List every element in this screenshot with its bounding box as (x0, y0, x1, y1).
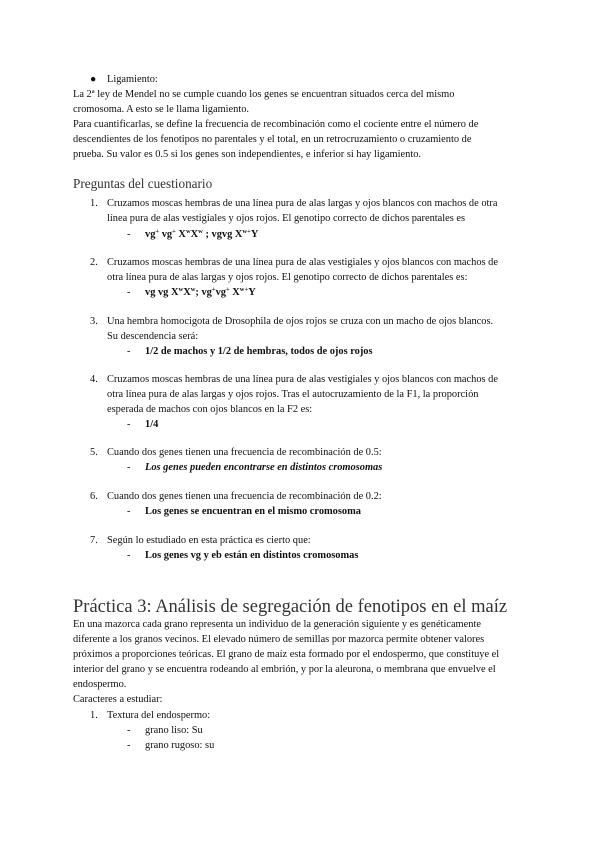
question-7-line-1: Según lo estudiado en esta práctica es cierto que: (107, 535, 311, 546)
answer-2-genotype: vg vg $X^wX^w$; vg+vg+ $X^{w+}Y$ (145, 286, 256, 298)
practica-line-5: endospermo. (73, 679, 127, 690)
answer-dash: - (127, 506, 131, 517)
ligamiento-line-1: La 2ª ley de Mendel no se cumple cuando los genes se encuentran situados cerca del mismo (73, 89, 455, 100)
section-title: Práctica 3: Análisis de segregación de fenotipos en el maíz (73, 597, 508, 617)
answer-4: 1/4 (145, 419, 159, 430)
sub-item-liso: grano liso: Su (145, 725, 203, 736)
sub-dash: - (127, 725, 131, 736)
question-3-line-2: Su descendencia será: (107, 331, 199, 342)
answer-dash: - (127, 346, 131, 357)
answer-dash: - (127, 462, 131, 473)
question-6-line-1: Cuando dos genes tienen una frecuencia de recombinación de 0.2: (107, 491, 382, 502)
question-2-line-1: Cruzamos moscas hembras de una línea pura de alas vestigiales y ojos blancos con machos de (107, 257, 498, 268)
question-number: 6. (90, 491, 98, 502)
practica-line-3: próximos a proporciones teóricas. El grano de maíz esta formado por el endospermo, que constituye el (73, 649, 500, 660)
question-number: 3. (90, 316, 98, 327)
answer-3: 1/2 de machos y 1/2 de hembras, todos de ojos rojos (145, 346, 373, 357)
answer-dash: - (127, 550, 131, 561)
answer-dash: - (127, 419, 131, 430)
practica-line-4: interior del grano y se encuentra rodeando al embrión, y por la aleurona, o membrana que envuelve el (73, 664, 496, 675)
question-number: 4. (90, 374, 98, 385)
question-number: 1. (90, 198, 98, 209)
ligamiento-line-2: cromosoma. A esto se le llama ligamiento. (73, 104, 250, 115)
ligamiento-line-4: descendientes de los fenotipos no parentales y el total, en un retrocruzamiento o cruzamiento de (73, 134, 472, 145)
answer-1-genotype: vg+ vg+ $X^wX^w$ ; vgvg $X^{w+}Y$ (145, 228, 259, 240)
question-number: 7. (90, 535, 98, 546)
questionnaire-heading: Preguntas del cuestionario (73, 176, 213, 191)
question-1-line-2: línea pura de alas vestigiales y ojos rojos. El genotipo correcto de dichos parentales es (107, 213, 466, 224)
answer-dash: - (127, 229, 131, 240)
question-2-line-2: otra línea pura de alas largas y ojos rojos. El genotipo correcto de dichos parentales es: (107, 272, 468, 283)
question-5-line-1: Cuando dos genes tienen una frecuencia de recombinación de 0.5: (107, 447, 382, 458)
question-number: 5. (90, 447, 98, 458)
answer-6: Los genes se encuentran en el mismo cromosoma (145, 506, 361, 517)
question-3-line-1: Una hembra homocigota de Drosophila de ojos rojos se cruza con un macho de ojos blancos. (107, 316, 494, 327)
bullet-icon: ● (90, 74, 97, 85)
list-number: 1. (90, 710, 98, 721)
question-4-line-3: esperada de machos con ojos blancos en la F2 es: (107, 404, 313, 415)
caracteres-label: Caracteres a estudiar: (73, 694, 163, 705)
ligamiento-title: Ligamiento: (107, 74, 158, 85)
practica-line-1: En una mazorca cada grano representa un individuo de la generación siguiente y es genéticamente (73, 619, 481, 630)
list-item-textura: Textura del endospermo: (107, 710, 211, 721)
answer-5: Los genes pueden encontrarse en distintos cromosomas (145, 462, 383, 473)
question-1-line-1: Cruzamos moscas hembras de una línea pura de alas largas y ojos blancos con machos de otra (107, 198, 498, 209)
practica-line-2: diferente a los granos vecinos. El elevado número de semillas por mazorca permite obtener valores (73, 634, 485, 645)
sub-item-rugoso: grano rugoso: su (145, 740, 215, 751)
question-4-line-2: otra línea pura de alas largas y ojos rojos. Tras el autocruzamiento de la F1, la proporción (107, 389, 479, 400)
ligamiento-line-3: Para cuantificarlas, se define la frecuencia de recombinación como el cociente entre el número de (73, 119, 479, 130)
answer-7: Los genes vg y eb están en distintos cromosomas (145, 550, 359, 561)
answer-dash: - (127, 287, 131, 298)
sub-dash: - (127, 740, 131, 751)
question-number: 2. (90, 257, 98, 268)
ligamiento-line-5: prueba. Su valor es 0.5 si los genes son independientes, e inferior si hay ligamiento. (73, 149, 422, 160)
question-4-line-1: Cruzamos moscas hembras de una línea pura de alas vestigiales y ojos blancos con machos de (107, 374, 498, 385)
